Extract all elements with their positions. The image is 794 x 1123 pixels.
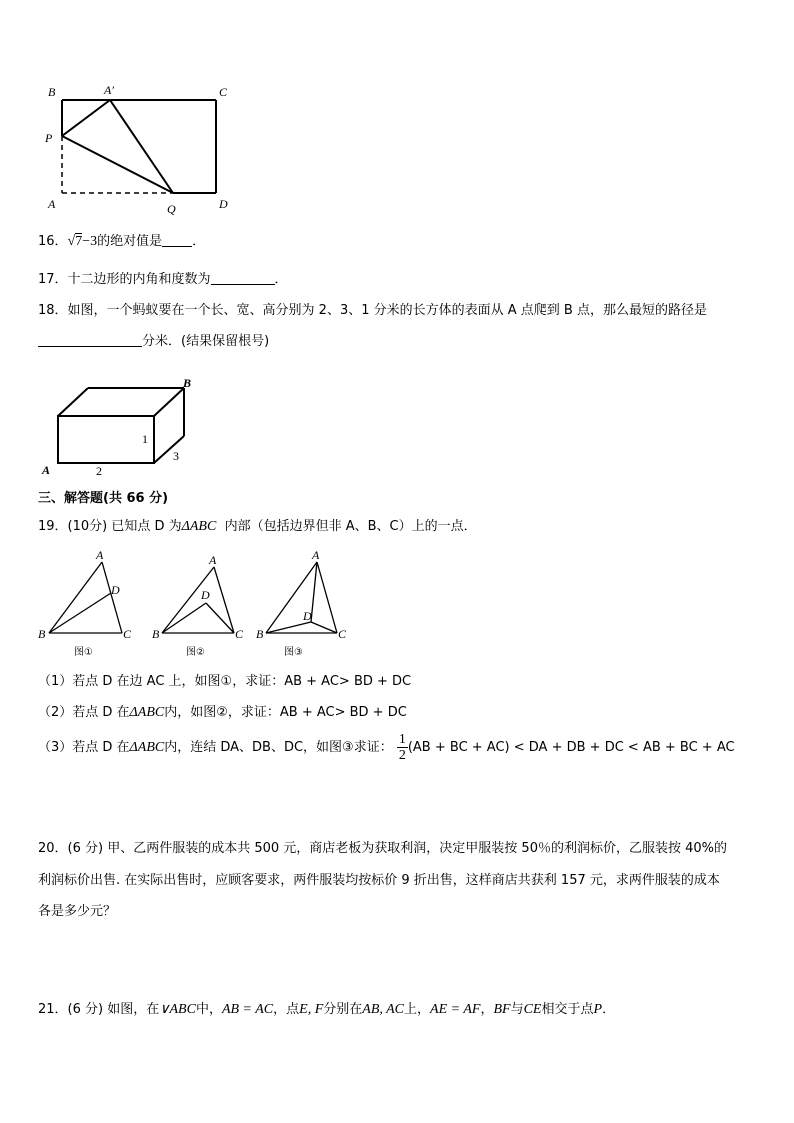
question-21: 21．(6 分) 如图，在∨ABC中，AB = AC，点E, F分别在AB, AC上，AE = AF，BF与CE相交于点P． — [38, 1002, 616, 1017]
fraction-half: $\frac{1}{2}$ — [398, 732, 406, 763]
question-19-part3: （3）若点 D 在ΔABC内，连结 DA、DB、DC，如图③求证： $\frac{1}{2}$ (AB + BC + AC) < DA + DB + DC < AB + BC + AC — [38, 732, 735, 763]
rectangle-fold-figure — [40, 78, 250, 218]
svg-text:C: C — [123, 627, 132, 641]
svg-text:D: D — [111, 583, 120, 597]
box-label-B: B — [183, 376, 192, 390]
question-20-line2: 利润标价出售. 在实际出售时，应顾客要求，两件服装均按标价 9 折出售，这样商店共获利 157 元，求两件服装的成本 — [38, 873, 720, 888]
section-title: 三、解答题(共 66 分) — [38, 491, 169, 506]
triangle-figures — [34, 548, 364, 663]
box-label-A: A — [42, 463, 51, 477]
question-20-line3: 各是多少元？ — [38, 904, 117, 919]
svg-text:B: B — [152, 627, 160, 641]
question-17: 17．十二边形的内角和度数为 ． — [38, 272, 288, 287]
svg-text:D: D — [201, 588, 210, 602]
svg-text:A: A — [209, 553, 217, 567]
question-18-line2: 分米．(结果保留根号) — [38, 332, 269, 352]
answer-blank-18[interactable] — [38, 332, 142, 347]
label-A-prime: A′ — [104, 83, 114, 97]
svg-text:B: B — [38, 627, 46, 641]
label-A: A — [48, 197, 56, 211]
svg-text:B: B — [256, 627, 264, 641]
box-label-length: 2 — [96, 464, 102, 478]
answer-blank-17[interactable] — [211, 270, 275, 285]
sqrt-expression: √7−3 — [67, 234, 98, 249]
caption-fig2: 图② — [186, 647, 205, 658]
question-19: 19．(10分) 已知点 D 为ΔABC 内部（包括边界但非 A、B、C）上的一点． — [38, 519, 477, 534]
svg-text:A: A — [312, 548, 320, 562]
question-16: 16．√7−3的绝对值是 ． — [38, 234, 206, 249]
question-18-line1: 18．如图，一个蚂蚁要在一个长、宽、高分别为 2、3、1 分米的长方体的表面从 A 点爬到 B 点，那么最短的路径是 — [38, 303, 707, 318]
label-B: B — [48, 85, 56, 99]
caption-fig1: 图① — [74, 647, 93, 658]
label-C: C — [219, 85, 228, 99]
svg-text:D: D — [303, 609, 312, 623]
caption-fig3: 图③ — [284, 647, 303, 658]
box-label-width: 3 — [173, 449, 179, 463]
label-D: D — [219, 197, 228, 211]
answer-blank-16[interactable] — [162, 232, 192, 247]
svg-text:A: A — [96, 548, 104, 562]
question-19-part1: （1）若点 D 在边 AC 上，如图①，求证：AB + AC> BD + DC — [38, 674, 412, 689]
svg-text:C: C — [338, 627, 347, 641]
question-19-part2: （2）若点 D 在ΔABC内，如图②，求证：AB + AC> BD + DC — [38, 705, 407, 720]
label-P: P — [45, 131, 53, 145]
question-20-line1: 20．(6 分) 甲、乙两件服装的成本共 500 元，商店老板为获取利润，决定甲服装按 50％的利润标价，乙服装按 40%的 — [38, 841, 728, 856]
box-label-height: 1 — [142, 432, 148, 446]
svg-text:C: C — [235, 627, 244, 641]
cuboid-figure — [36, 375, 206, 480]
label-Q: Q — [167, 202, 176, 216]
